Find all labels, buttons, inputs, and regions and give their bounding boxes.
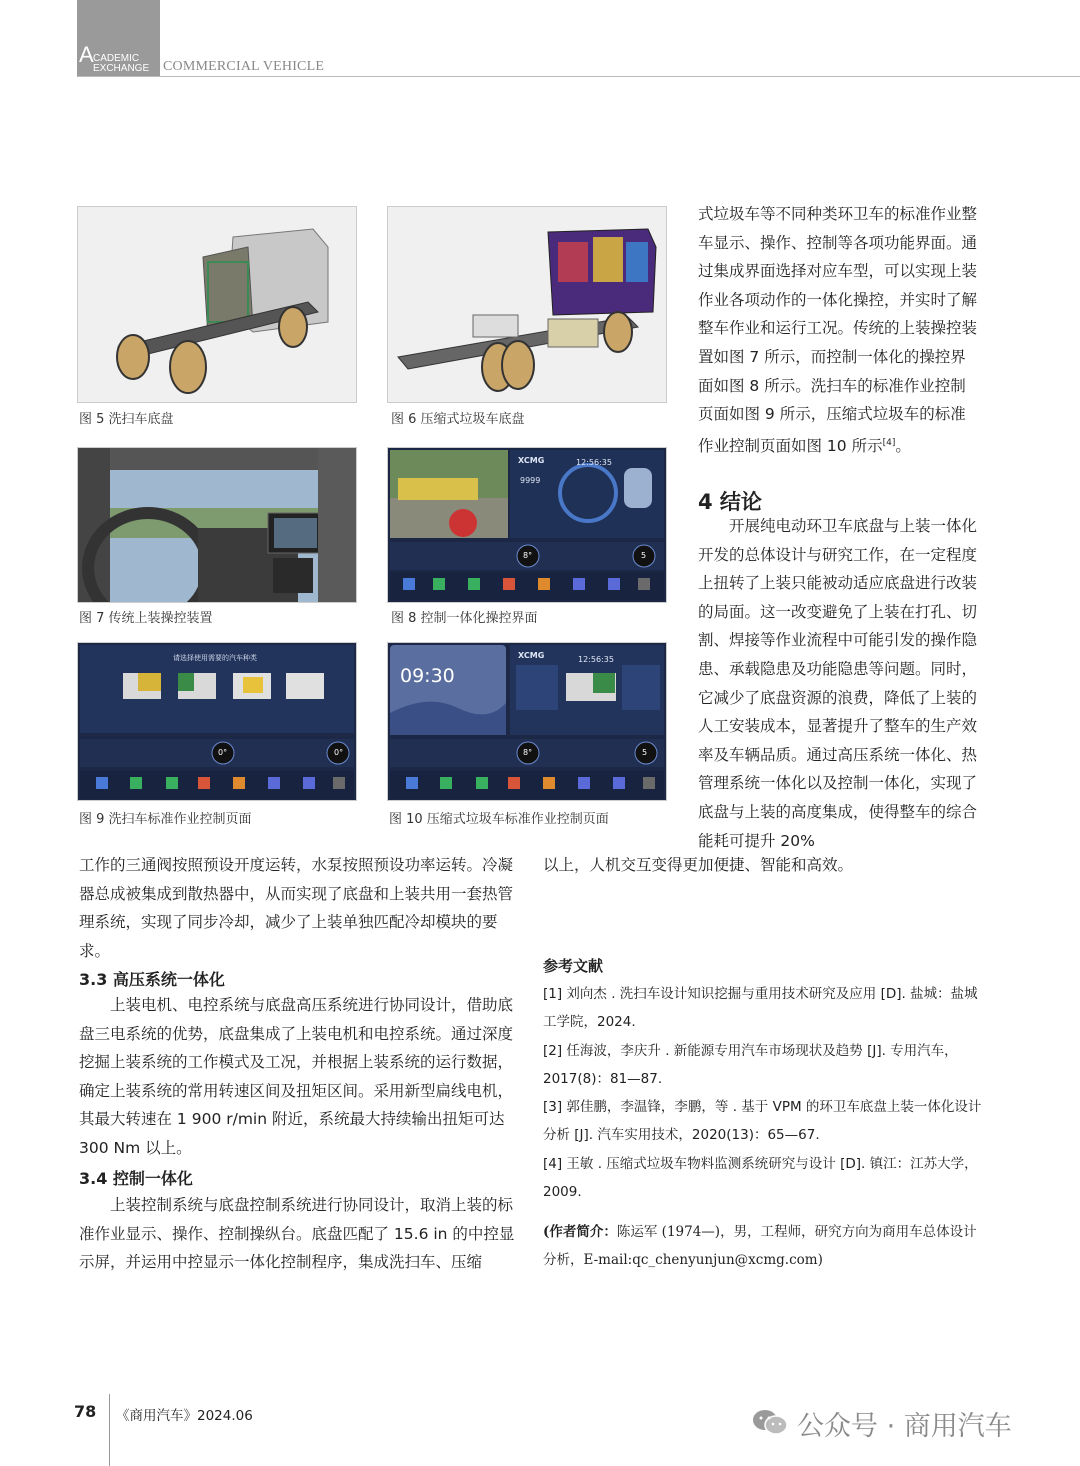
figure-5-image [77, 206, 357, 403]
header-section: COMMERCIAL VEHICLE [163, 59, 325, 74]
footer-rule [109, 1394, 110, 1466]
conclusion-continuation [543, 851, 983, 880]
screen-left-temp: 8° [523, 551, 533, 560]
citation-4[interactable]: [4] [882, 437, 896, 448]
reference-item: [3] 郭佳鹏，李温锋，李鹏，等 . 基于 VPM 的环卫车底盘上装一体化设计分析 [J]. 汽车实用技术，2020(13)：65—67. [543, 1099, 982, 1144]
left-col-p2-text: 上装电机、电控系统与底盘高压系统进行协同设计，借助底盘三电系统的优势，底盘集成了上装电机和电控系统。通过深度挖掘上装系统的工作模式及工况，并根据上装系统的运行数据，确定上装系统的常用转速区间及扭矩区间。采用新型扁线电机，其最大转速在 1 900 r/min 附近，系统最大持续输出扭矩可达 300 Nm 以上。 [79, 996, 514, 1157]
figure-6-image [387, 206, 667, 403]
screen-zero-left: 0° [218, 748, 228, 757]
left-col-p1-text: 工作的三通阀按照预设开度运转，水泵按照预设功率运转。冷凝器总成被集成到散热器中，从而实现了底盘和上装共用一套热管理系统，实现了同步冷却，减少了上装单独匹配冷却模块的要求。 [79, 856, 514, 960]
figure-9-image [77, 642, 357, 801]
left-col-paragraph-3 [79, 1191, 515, 1277]
wechat-icon [752, 1409, 788, 1435]
conclusion-cont-text: 以上，人机交互变得更加便捷、智能和高效。 [543, 856, 854, 874]
screen-brand: XCMG [518, 456, 545, 465]
screen-right-num: 5 [641, 551, 647, 560]
screen-speed: 9999 [520, 476, 541, 485]
left-col-paragraph-2 [79, 991, 515, 1163]
figure-8-image [387, 447, 667, 603]
header-logo-letter: A [79, 42, 94, 67]
figure-8-caption: 图 8 控制一体化操控界面 [391, 611, 538, 626]
right-col-paragraph-1 [698, 200, 978, 461]
screen-right-num-10: 5 [642, 748, 648, 757]
heading-conclusion: 4 结论 [698, 490, 762, 514]
figure-6-caption: 图 6 压缩式垃圾车底盘 [391, 412, 525, 427]
figure-9-caption: 图 9 洗扫车标准作业控制页面 [79, 812, 252, 827]
author-label: (作者简介： [543, 1224, 617, 1240]
references-list [543, 980, 983, 1206]
figure-5-caption: 图 5 洗扫车底盘 [79, 412, 174, 427]
right-col-p1-text: 式垃圾车等不同种类环卫车的标准作业整车显示、操作、控制等各项功能界面。通过集成界面选择对应车型，可以实现上装作业各项动作的一体化操控，并实时了解整车作业和运行工况。传统的上装操控装置如图 7 所示，而控制一体化的操控界面如图 8 所示。洗扫车的标准作业控制页面如图 9 所示，压缩式垃圾车的标准作业控制页面如图 10 所示 [698, 205, 978, 455]
conclusion-text: 开展纯电动环卫车底盘与上装一体化开发的总体设计与研究工作，在一定程度上扭转了上装只能被动适应底盘进行改装的局面。这一改变避免了上装在打孔、切割、焊接等作业流程中可能引发的操作隐患、承载隐患及功能隐患等问题。同时，它减少了底盘资源的浪费，降低了上装的人工安装成本，显著提升了整车的生产效率及车辆品质。通过高压系统一体化、热管理系统一体化以及控制一体化，实现了底盘与上装的高度集成，使得整车的综合能耗可提升 20% [698, 517, 978, 850]
heading-3-3: 3.3 高压系统一体化 [79, 970, 225, 989]
screen-clock: 12:56:35 [576, 458, 612, 467]
figure-10-caption: 图 10 压缩式垃圾车标准作业控制页面 [389, 812, 609, 827]
author-bio [543, 1218, 983, 1274]
journal-name: 《商用汽车》2024.06 [116, 1408, 253, 1424]
screen-zero-right: 0° [334, 748, 344, 757]
screen-left-temp-10: 8° [523, 748, 533, 757]
figure-7-caption: 图 7 传统上装操控装置 [79, 611, 213, 626]
header-logo-line2: EXCHANGE [93, 63, 150, 74]
right-col-paragraph-2 [698, 512, 978, 855]
author-text: 陈运军 (1974—)，男，工程师，研究方向为商用车总体设计分析，E-mail:qc_chenyunjun@xcmg.com) [543, 1224, 977, 1268]
screen-select-title: 请选择使用需要的汽车种类 [173, 654, 257, 662]
reference-item: [4] 王敏 . 压缩式垃圾车物料监测系统研究与设计 [D]. 镇江：江苏大学，2009. [543, 1155, 978, 1201]
left-col-paragraph-1 [79, 851, 515, 965]
left-col-p3-text: 上装控制系统与底盘控制系统进行协同设计，取消上装的标准作业显示、操作、控制操纵台。底盘匹配了 15.6 in 的中控显示屏，并运用中控显示一体化控制程序，集成洗扫车、压缩 [79, 1196, 515, 1272]
reference-item: [1] 刘向杰 . 洗扫车设计知识挖掘与重用技术研究及应用 [D]. 盐城：盐城工学院，2024. [543, 986, 978, 1031]
screen-big-time: 09:30 [400, 665, 455, 687]
header-logo-line1: CADEMIC [93, 53, 140, 64]
screen-clock-10: 12:56:35 [578, 655, 614, 664]
figure-10-image [387, 642, 667, 801]
watermark: 公众号 · 商用汽车 [797, 1411, 1012, 1442]
reference-item: [2] 任海波，李庆升 . 新能源专用汽车市场现状及趋势 [J]. 专用汽车，2017(8)：81—87. [543, 1042, 958, 1087]
header-rule [77, 76, 1080, 77]
page-number: 78 [74, 1402, 97, 1421]
right-col-p1-end: 。 [895, 436, 911, 455]
screen-brand-10: XCMG [518, 651, 545, 660]
heading-3-4: 3.4 控制一体化 [79, 1169, 193, 1188]
references-title: 参考文献 [543, 957, 604, 975]
figure-7-image [77, 447, 357, 603]
